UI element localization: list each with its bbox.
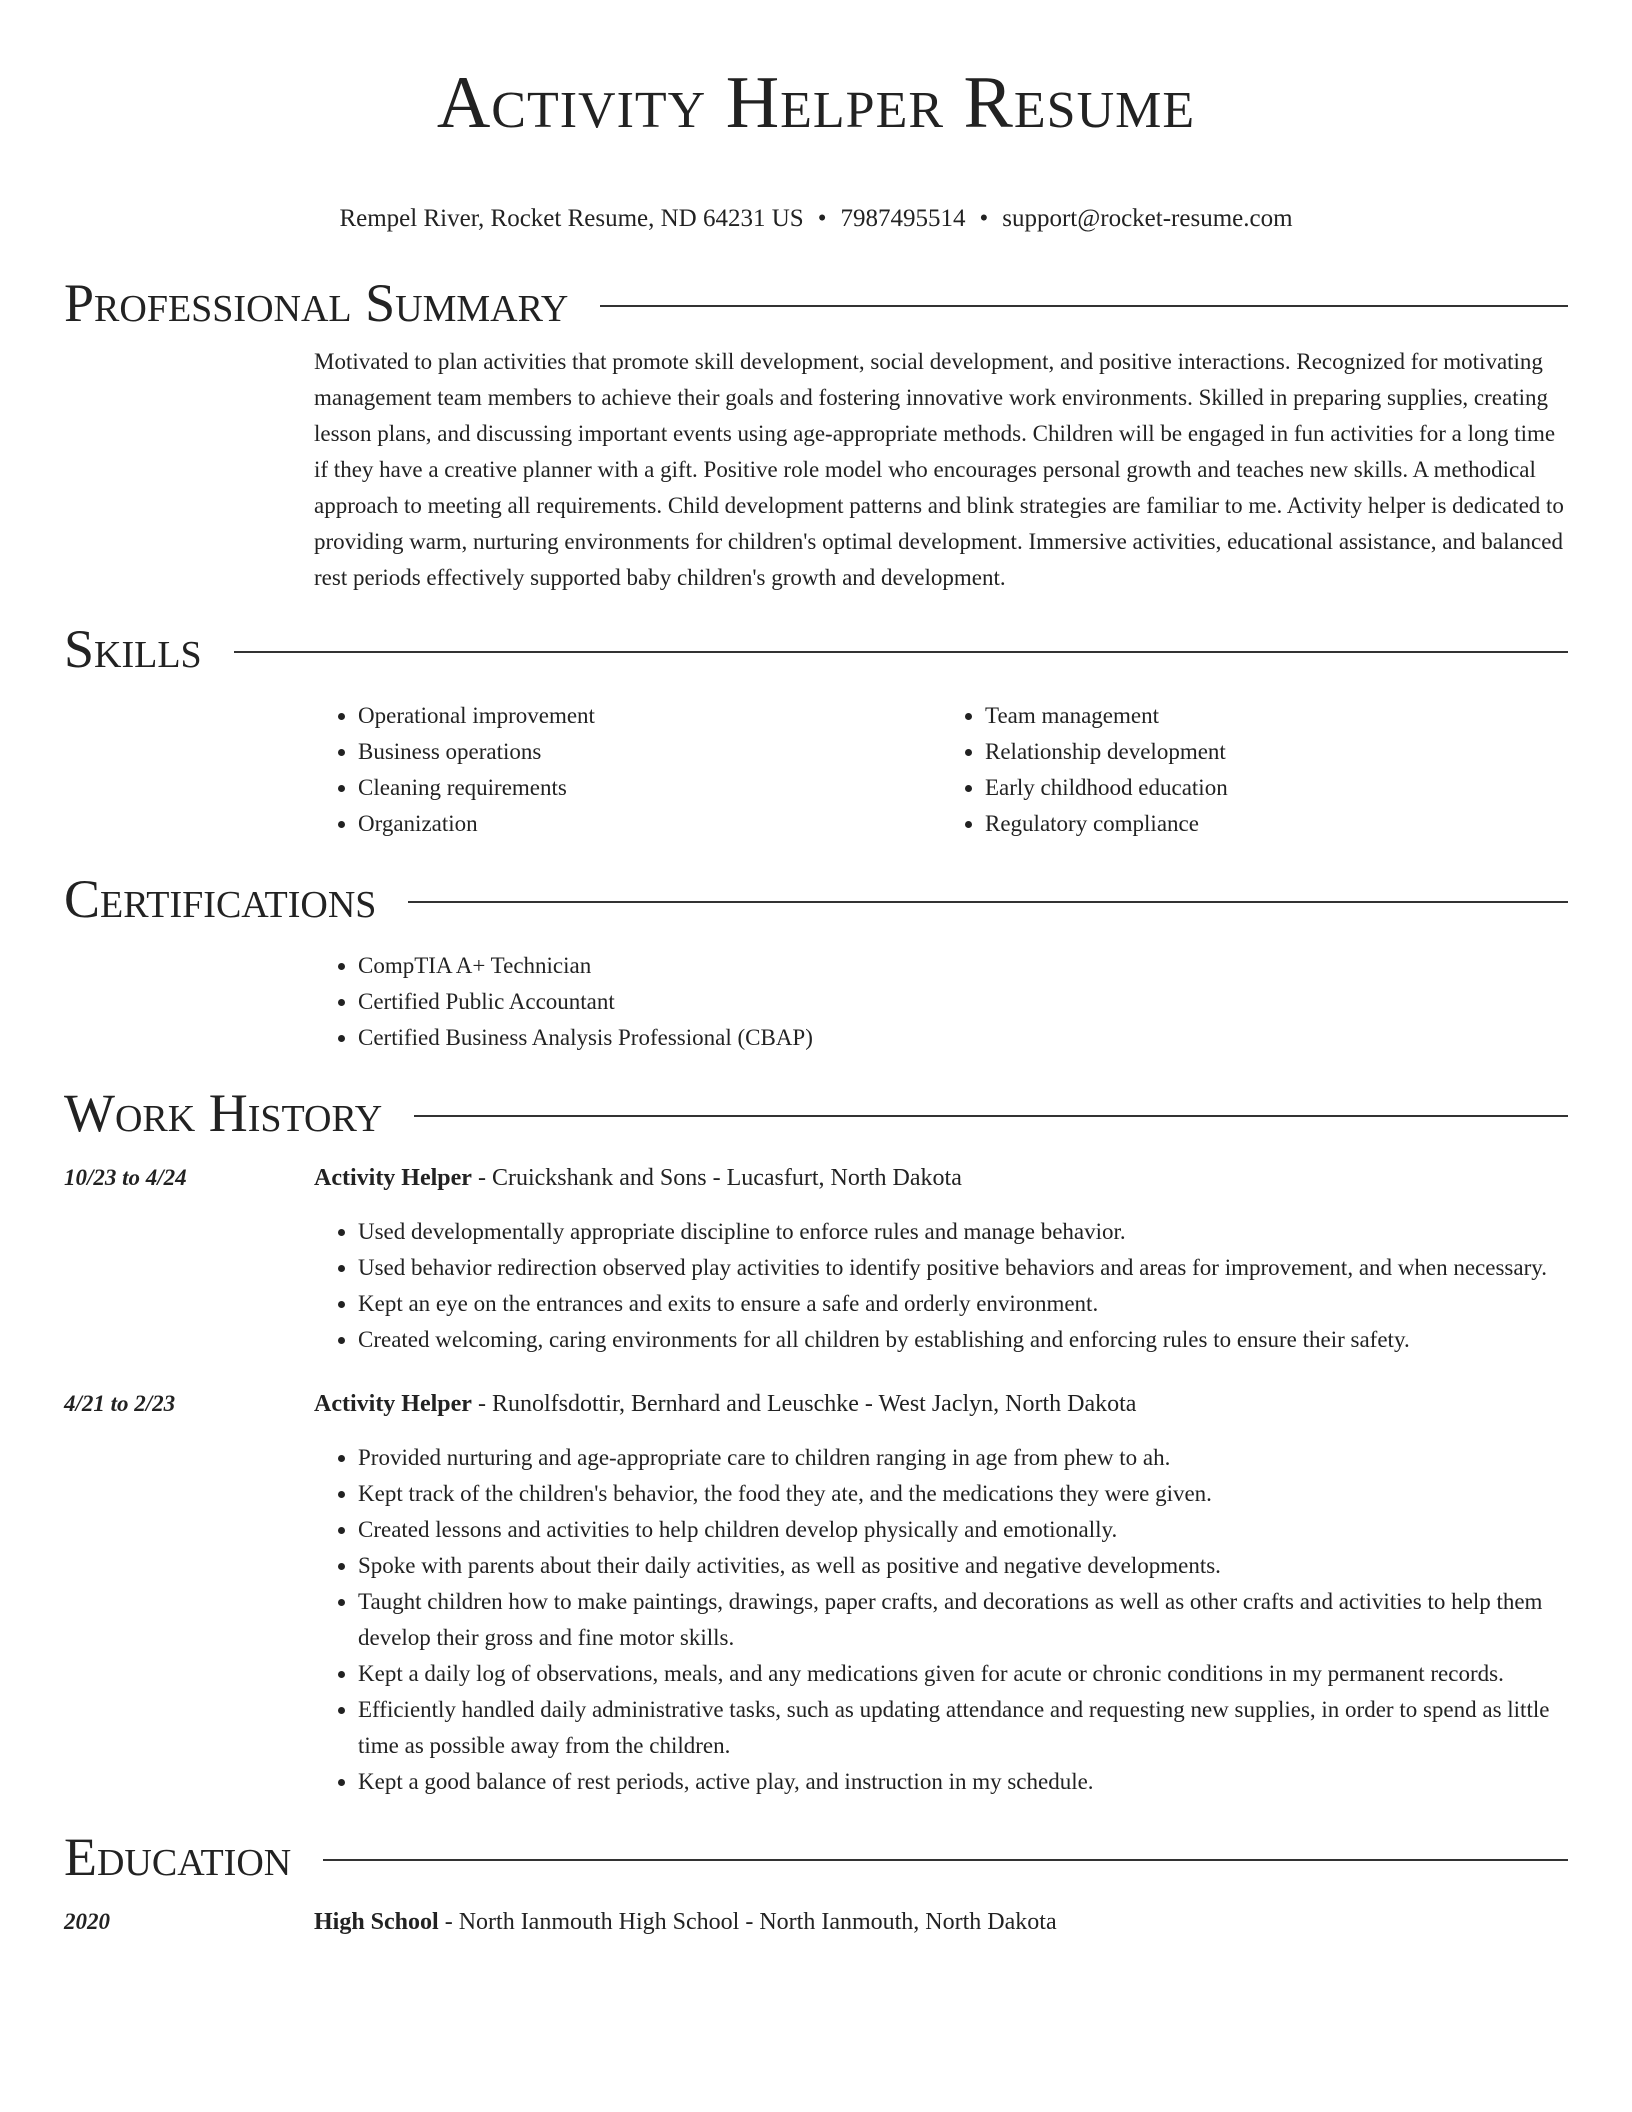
skill-item: • Early childhood education <box>985 770 1568 806</box>
certifications-list <box>314 948 1568 1056</box>
contact-address: Rempel River, Rocket Resume, ND 64231 US <box>339 205 804 232</box>
education-section-header <box>64 1826 1568 1888</box>
job-duty: • Efficiently handled daily administrative tasks, such as updating attendance and requesting new supplies, in order to spend as little time as possible away from the children. <box>358 1692 1568 1764</box>
skill-item: • Cleaning requirements <box>358 770 941 806</box>
contact-phone: 7987495514 <box>840 205 966 232</box>
skills-section-header <box>64 618 1568 680</box>
education-heading: Education <box>64 1827 292 1887</box>
education-school: - North Ianmouth High School - North Ianmouth, North Dakota <box>438 1909 1057 1935</box>
job-header <box>314 1160 1568 1196</box>
certification-item: • CompTIA A+ Technician <box>358 948 1568 984</box>
job-duty: • Kept a daily log of observations, meals, and any medications given for acute or chronic conditions in my permanent records. <box>358 1656 1568 1692</box>
job-entry <box>64 1386 1568 1800</box>
job-duty: • Taught children how to make paintings, drawings, paper crafts, and decorations as well as other crafts and activities to help them develop their gross and fine motor skills. <box>358 1584 1568 1656</box>
summary-heading: Professional Summary <box>64 273 569 333</box>
education-body <box>314 1904 1568 1940</box>
section-divider <box>600 305 1568 307</box>
contact-line <box>64 204 1568 234</box>
skill-item: • Relationship development <box>985 734 1568 770</box>
skills-column-left <box>314 698 941 842</box>
certifications-heading: Certifications <box>64 869 377 929</box>
job-dates: 10/23 to 4/24 <box>64 1165 187 1190</box>
education-degree: High School <box>314 1909 439 1935</box>
job-employer: - Runolfsdottir, Bernhard and Leuschke - West Jaclyn, North Dakota <box>471 1391 1137 1417</box>
work-section-header <box>64 1082 1568 1144</box>
work-heading: Work History <box>64 1083 383 1143</box>
job-body <box>314 1386 1568 1800</box>
job-title: Activity Helper <box>314 1165 472 1191</box>
job-duty: • Created lessons and activities to help children develop physically and emotionally. <box>358 1512 1568 1548</box>
job-duty: • Kept an eye on the entrances and exits to ensure a safe and orderly environment. <box>358 1286 1568 1322</box>
skill-item: • Operational improvement <box>358 698 941 734</box>
summary-text: Motivated to plan activities that promote skill development, social development, and positive interactions. Recognized for motivating management team members to achieve their goals and fostering innovative work environments. Skilled in preparing supplies, creating lesson plans, and discussing important events using age-appropriate methods. Children will be engaged in fun activities for a long time if they have a creative planner with a gift. Positive role model who encourages personal growth and teaches new skills. A methodical approach to meeting all requirements. Child development patterns and blink strategies are familiar to me. Activity helper is dedicated to providing warm, nurturing environments for children's optimal development. Immersive activities, educational assistance, and balanced rest periods effectively supported baby children's growth and development. <box>314 349 1564 590</box>
skills-list <box>314 698 1568 842</box>
job-title: Activity Helper <box>314 1391 472 1417</box>
contact-email[interactable]: support@rocket-resume.com <box>1002 205 1293 232</box>
job-body <box>314 1160 1568 1358</box>
skill-item: • Team management <box>985 698 1568 734</box>
education-header <box>314 1904 1568 1940</box>
job-duty: • Spoke with parents about their daily activities, as well as positive and negative developments. <box>358 1548 1568 1584</box>
skill-item: • Organization <box>358 806 941 842</box>
job-duty: • Used behavior redirection observed play activities to identify positive behaviors and areas for improvement, and when necessary. <box>358 1250 1568 1286</box>
job-duty: • Kept track of the children's behavior, the food they ate, and the medications they were given. <box>358 1476 1568 1512</box>
resume-title: Activity Helper Resume <box>436 62 1196 144</box>
education-entry <box>64 1904 1568 1940</box>
certifications-section-header <box>64 868 1568 930</box>
job-duty: • Provided nurturing and age-appropriate care to children ranging in age from phew to ah. <box>358 1440 1568 1476</box>
job-dates: 4/21 to 2/23 <box>64 1391 176 1416</box>
job-employer: - Cruickshank and Sons - Lucasfurt, North Dakota <box>471 1165 962 1191</box>
job-duty: • Used developmentally appropriate discipline to enforce rules and manage behavior. <box>358 1214 1568 1250</box>
job-header <box>314 1386 1568 1422</box>
job-duties <box>314 1440 1568 1800</box>
skills-heading: Skills <box>64 619 202 679</box>
section-divider <box>408 901 1568 903</box>
job-duty: • Created welcoming, caring environments for all children by establishing and enforcing rules to ensure their safety. <box>358 1322 1568 1358</box>
education-year: 2020 <box>64 1909 110 1934</box>
section-divider <box>323 1859 1568 1861</box>
section-divider <box>234 651 1568 653</box>
contact-separator: • <box>817 205 827 232</box>
job-duty: • Kept a good balance of rest periods, active play, and instruction in my schedule. <box>358 1764 1568 1800</box>
skill-item: • Regulatory compliance <box>985 806 1568 842</box>
skill-item: • Business operations <box>358 734 941 770</box>
certification-item: • Certified Business Analysis Professional (CBAP) <box>358 1020 1568 1056</box>
skills-column-right <box>941 698 1568 842</box>
contact-separator: • <box>979 205 989 232</box>
job-entry <box>64 1160 1568 1358</box>
summary-section-header <box>64 272 1568 334</box>
certification-item: • Certified Public Accountant <box>358 984 1568 1020</box>
job-duties <box>314 1214 1568 1358</box>
section-divider <box>414 1115 1568 1117</box>
